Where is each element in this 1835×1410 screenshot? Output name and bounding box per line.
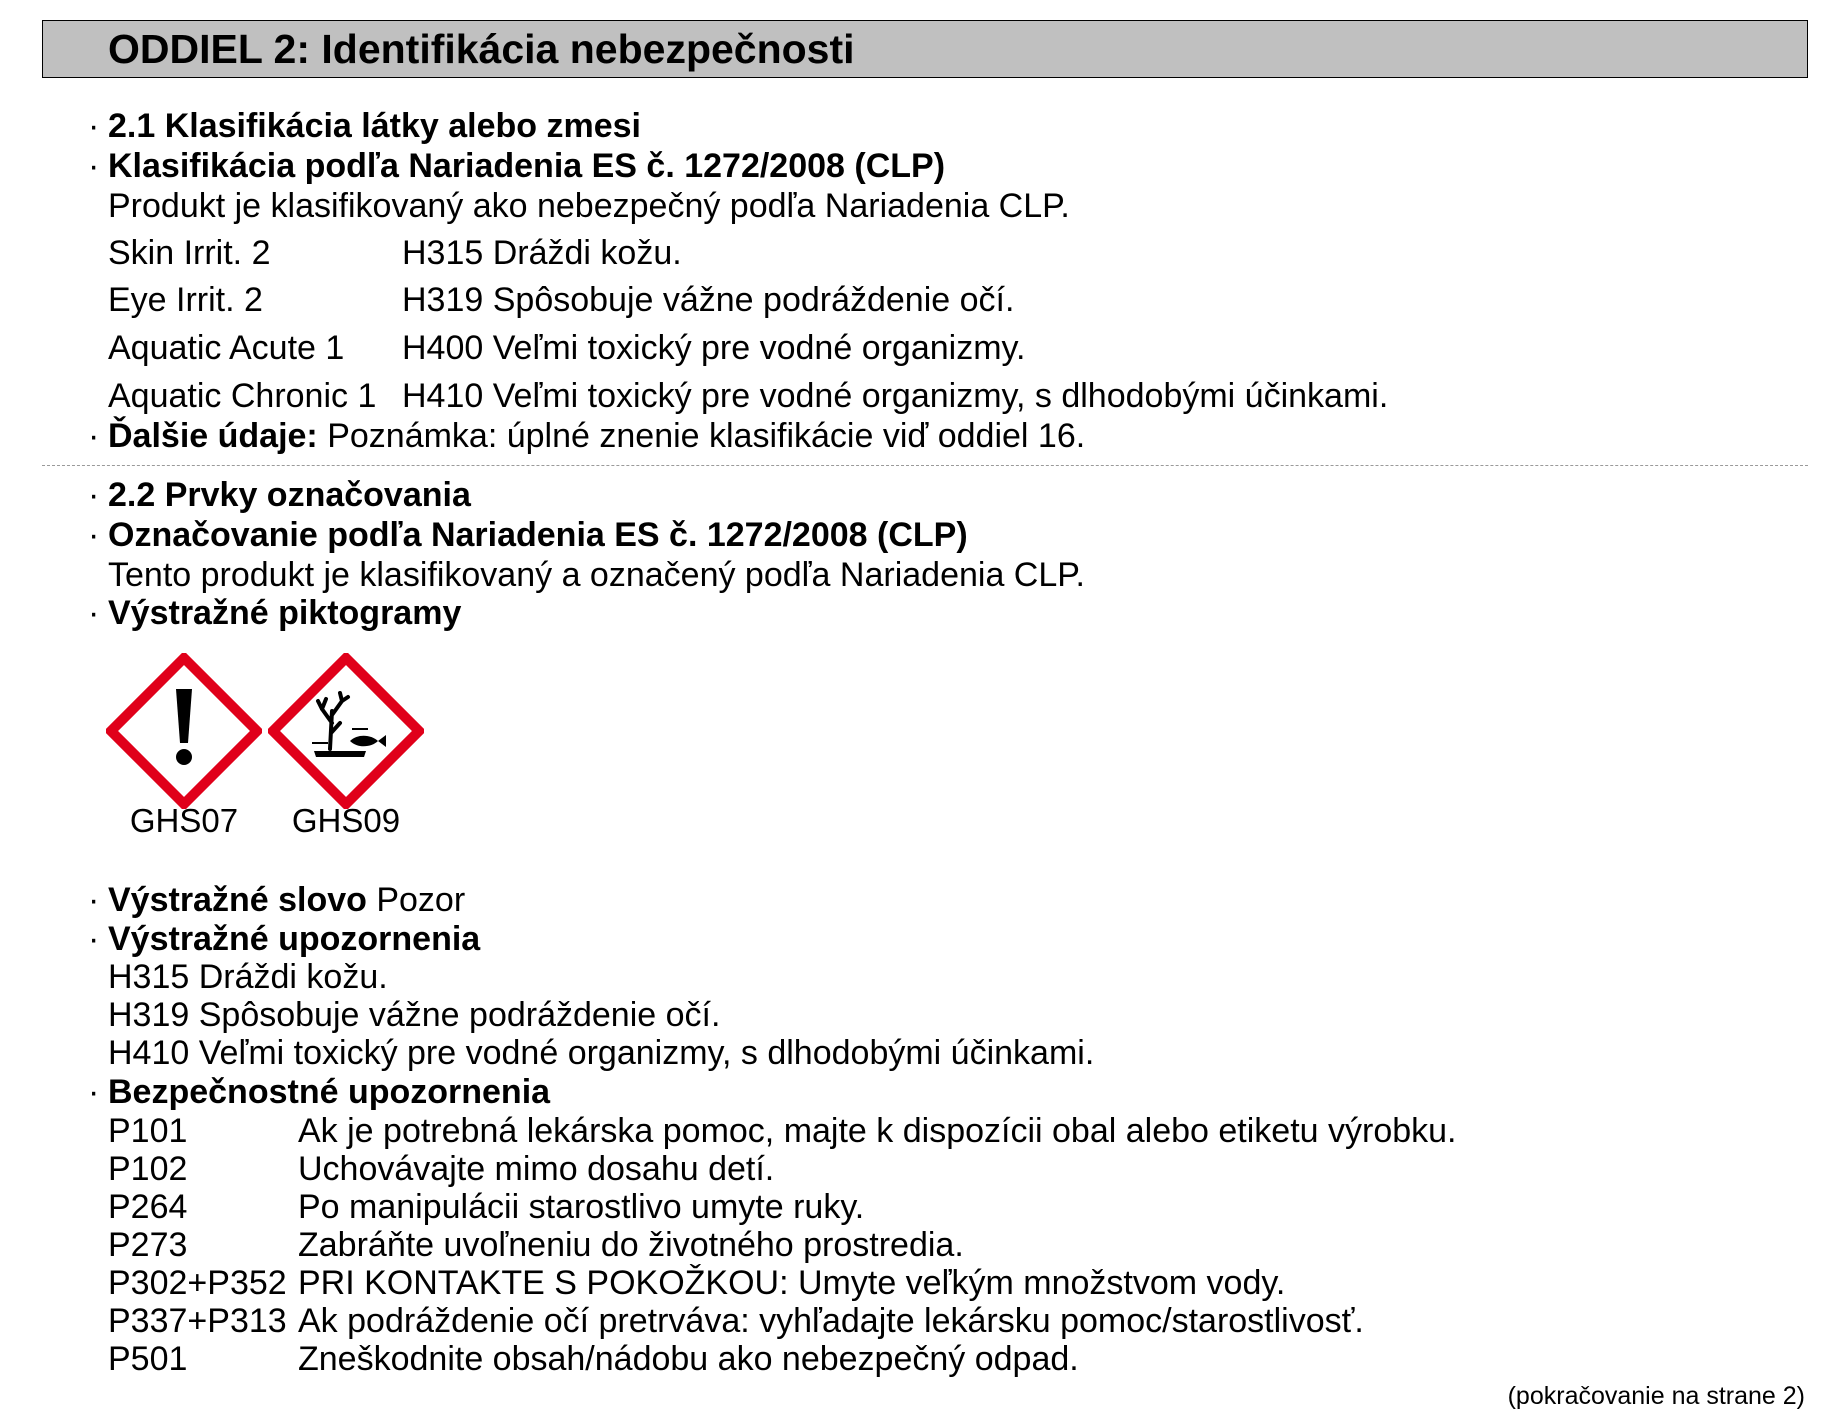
pictogram-code: GHS07 bbox=[129, 802, 239, 839]
environment-icon bbox=[268, 653, 424, 809]
hazard-statements-heading: Výstražné upozornenia bbox=[108, 920, 481, 958]
further-info bbox=[108, 416, 1085, 456]
further-info-label: Ďalšie údaje: bbox=[108, 417, 318, 455]
classification-statement: H319 Spôsobuje vážne podráždenie očí. bbox=[402, 281, 1015, 319]
bullet-dot: · bbox=[88, 107, 100, 145]
precaution-text: Uchovávajte mimo dosahu detí. bbox=[298, 1150, 775, 1188]
classification-class: Aquatic Chronic 1 bbox=[108, 377, 377, 415]
clp-classification-heading: Klasifikácia podľa Nariadenia ES č. 1272/2008 (CLP) bbox=[108, 147, 946, 185]
section-title: ODDIEL 2: Identifikácia nebezpečnosti bbox=[108, 26, 855, 72]
bullet-dot: · bbox=[88, 516, 100, 554]
bullet-dot: · bbox=[88, 881, 100, 919]
precaution-code: P101 bbox=[108, 1112, 188, 1150]
classification-statement: H410 Veľmi toxický pre vodné organizmy, s dlhodobými účinkami. bbox=[402, 377, 1389, 415]
heading-2-2: 2.2 Prvky označovania bbox=[108, 476, 471, 514]
precaution-code: P501 bbox=[108, 1340, 188, 1378]
section-divider bbox=[42, 465, 1808, 466]
signal-word-value: Pozor bbox=[376, 881, 466, 919]
section-header bbox=[42, 20, 1808, 78]
signal-word bbox=[108, 880, 465, 920]
bullet-dot: · bbox=[88, 476, 100, 514]
exclamation-mark-icon bbox=[106, 653, 262, 809]
bullet-dot: · bbox=[88, 920, 100, 958]
classification-class: Aquatic Acute 1 bbox=[108, 329, 345, 367]
precaution-text: Zabráňte uvoľneniu do životného prostredia. bbox=[298, 1226, 964, 1264]
further-info-text: Poznámka: úplné znenie klasifikácie viď oddiel 16. bbox=[327, 417, 1086, 455]
hazard-statement: H410 Veľmi toxický pre vodné organizmy, s dlhodobými účinkami. bbox=[108, 1034, 1095, 1072]
precaution-text: Zneškodnite obsah/nádobu ako nebezpečný odpad. bbox=[298, 1340, 1079, 1378]
precaution-text: Po manipulácii starostlivo umyte ruky. bbox=[298, 1188, 865, 1226]
bullet-dot: · bbox=[88, 417, 100, 455]
precaution-code: P337+P313 bbox=[108, 1302, 287, 1340]
clp-labelling-heading: Označovanie podľa Nariadenia ES č. 1272/2008 (CLP) bbox=[108, 516, 968, 554]
precaution-code: P302+P352 bbox=[108, 1264, 287, 1302]
precaution-code: P273 bbox=[108, 1226, 188, 1264]
classification-class: Skin Irrit. 2 bbox=[108, 234, 271, 272]
precaution-code: P102 bbox=[108, 1150, 188, 1188]
signal-word-label: Výstražné slovo bbox=[108, 881, 367, 919]
bullet-dot: · bbox=[88, 147, 100, 185]
hazard-statement: H319 Spôsobuje vážne podráždenie očí. bbox=[108, 996, 721, 1034]
hazard-statement: H315 Dráždi kožu. bbox=[108, 958, 388, 996]
pictograms-heading: Výstražné piktogramy bbox=[108, 594, 462, 632]
precautionary-statements-heading: Bezpečnostné upozornenia bbox=[108, 1073, 551, 1111]
bullet-dot: · bbox=[88, 1073, 100, 1111]
clp-classification-text: Produkt je klasifikovaný ako nebezpečný podľa Nariadenia CLP. bbox=[108, 187, 1070, 225]
precaution-code: P264 bbox=[108, 1188, 188, 1226]
pictogram-code: GHS09 bbox=[291, 802, 401, 839]
precaution-text: Ak podráždenie očí pretrváva: vyhľadajte lekársku pomoc/starostlivosť. bbox=[298, 1302, 1364, 1340]
precaution-text: Ak je potrebná lekárska pomoc, majte k dispozícii obal alebo etiketu výrobku. bbox=[298, 1112, 1457, 1150]
continuation-note: (pokračovanie na strane 2) bbox=[1507, 1382, 1805, 1410]
precaution-text: PRI KONTAKTE S POKOŽKOU: Umyte veľkým množstvom vody. bbox=[298, 1264, 1286, 1302]
classification-class: Eye Irrit. 2 bbox=[108, 281, 263, 319]
classification-statement: H315 Dráždi kožu. bbox=[402, 234, 682, 272]
classification-statement: H400 Veľmi toxický pre vodné organizmy. bbox=[402, 329, 1026, 367]
heading-2-1: 2.1 Klasifikácia látky alebo zmesi bbox=[108, 107, 641, 145]
clp-labelling-text: Tento produkt je klasifikovaný a označený podľa Nariadenia CLP. bbox=[108, 556, 1086, 594]
bullet-dot: · bbox=[88, 594, 100, 632]
